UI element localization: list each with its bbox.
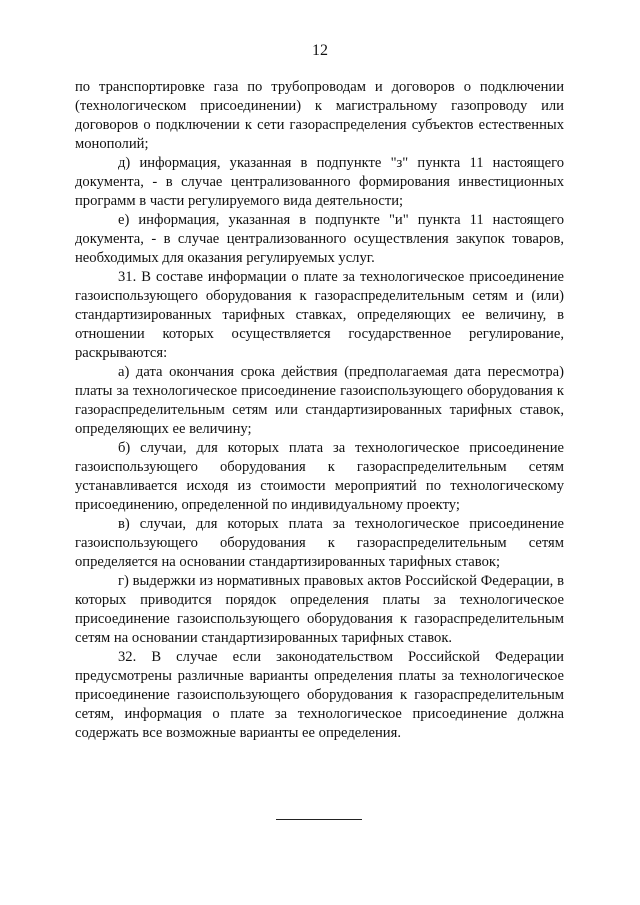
paragraph-item-v: в) случаи, для которых плата за технологическое присоединение газоиспользующего оборудования к газораспределительным сетям определяется на основании стандартизированных тарифных ставок; (75, 516, 564, 570)
paragraph-item-e: е) информация, указанная в подпункте "и" пункта 11 настоящего документа, - в случае централизованного осуществления закупок товаров, необходимых для оказания регулируемых услуг. (75, 212, 564, 266)
paragraph-item-g: г) выдержки из нормативных правовых актов Российской Федерации, в которых приводится порядок определения платы за технологическое присоединение газоиспользующего оборудования к газораспределительным сетям на основании стандартизированных тарифных ставок. (75, 573, 564, 646)
paragraph-item-b: б) случаи, для которых плата за технологическое присоединение газоиспользующего оборудования к газораспределительным сетям устанавливается исходя из стоимости мероприятий по технологическому присоединению, определенной по индивидуальному проекту; (75, 440, 564, 513)
document-body (75, 78, 564, 743)
paragraph-item-d: д) информация, указанная в подпункте "з" пункта 11 настоящего документа, - в случае централизованного формирования инвестиционных программ в части регулируемого вида деятельности; (75, 155, 564, 209)
paragraph-section-32: 32. В случае если законодательством Российской Федерации предусмотрены различные варианты определения платы за технологическое присоединение газоиспользующего оборудования к газораспределительным сетям, информация о плате за технологическое присоединение должна содержать все возможные варианты ее определения. (75, 649, 564, 741)
end-separator-line (276, 819, 362, 820)
paragraph-section-31: 31. В составе информации о плате за технологическое присоединение газоиспользующего оборудования к газораспределительным сетям и (или) стандартизированных тарифных ставках, определяющих ее величину, в отношении которых осуществляется государственное регулирование, раскрываются: (75, 269, 564, 361)
page-number: 12 (312, 42, 328, 59)
paragraph-continuation: по транспортировке газа по трубопроводам и договоров о подключении (технологическом присоединении) к магистральному газопроводу или договоров о подключении к сети газораспределения субъектов естественных монополий; (75, 79, 564, 152)
paragraph-item-a: а) дата окончания срока действия (предполагаемая дата пересмотра) платы за технологическое присоединение газоиспользующего оборудования к газораспределительным сетям или стандартизированных тарифных ставок, определяющих ее величину; (75, 364, 564, 437)
